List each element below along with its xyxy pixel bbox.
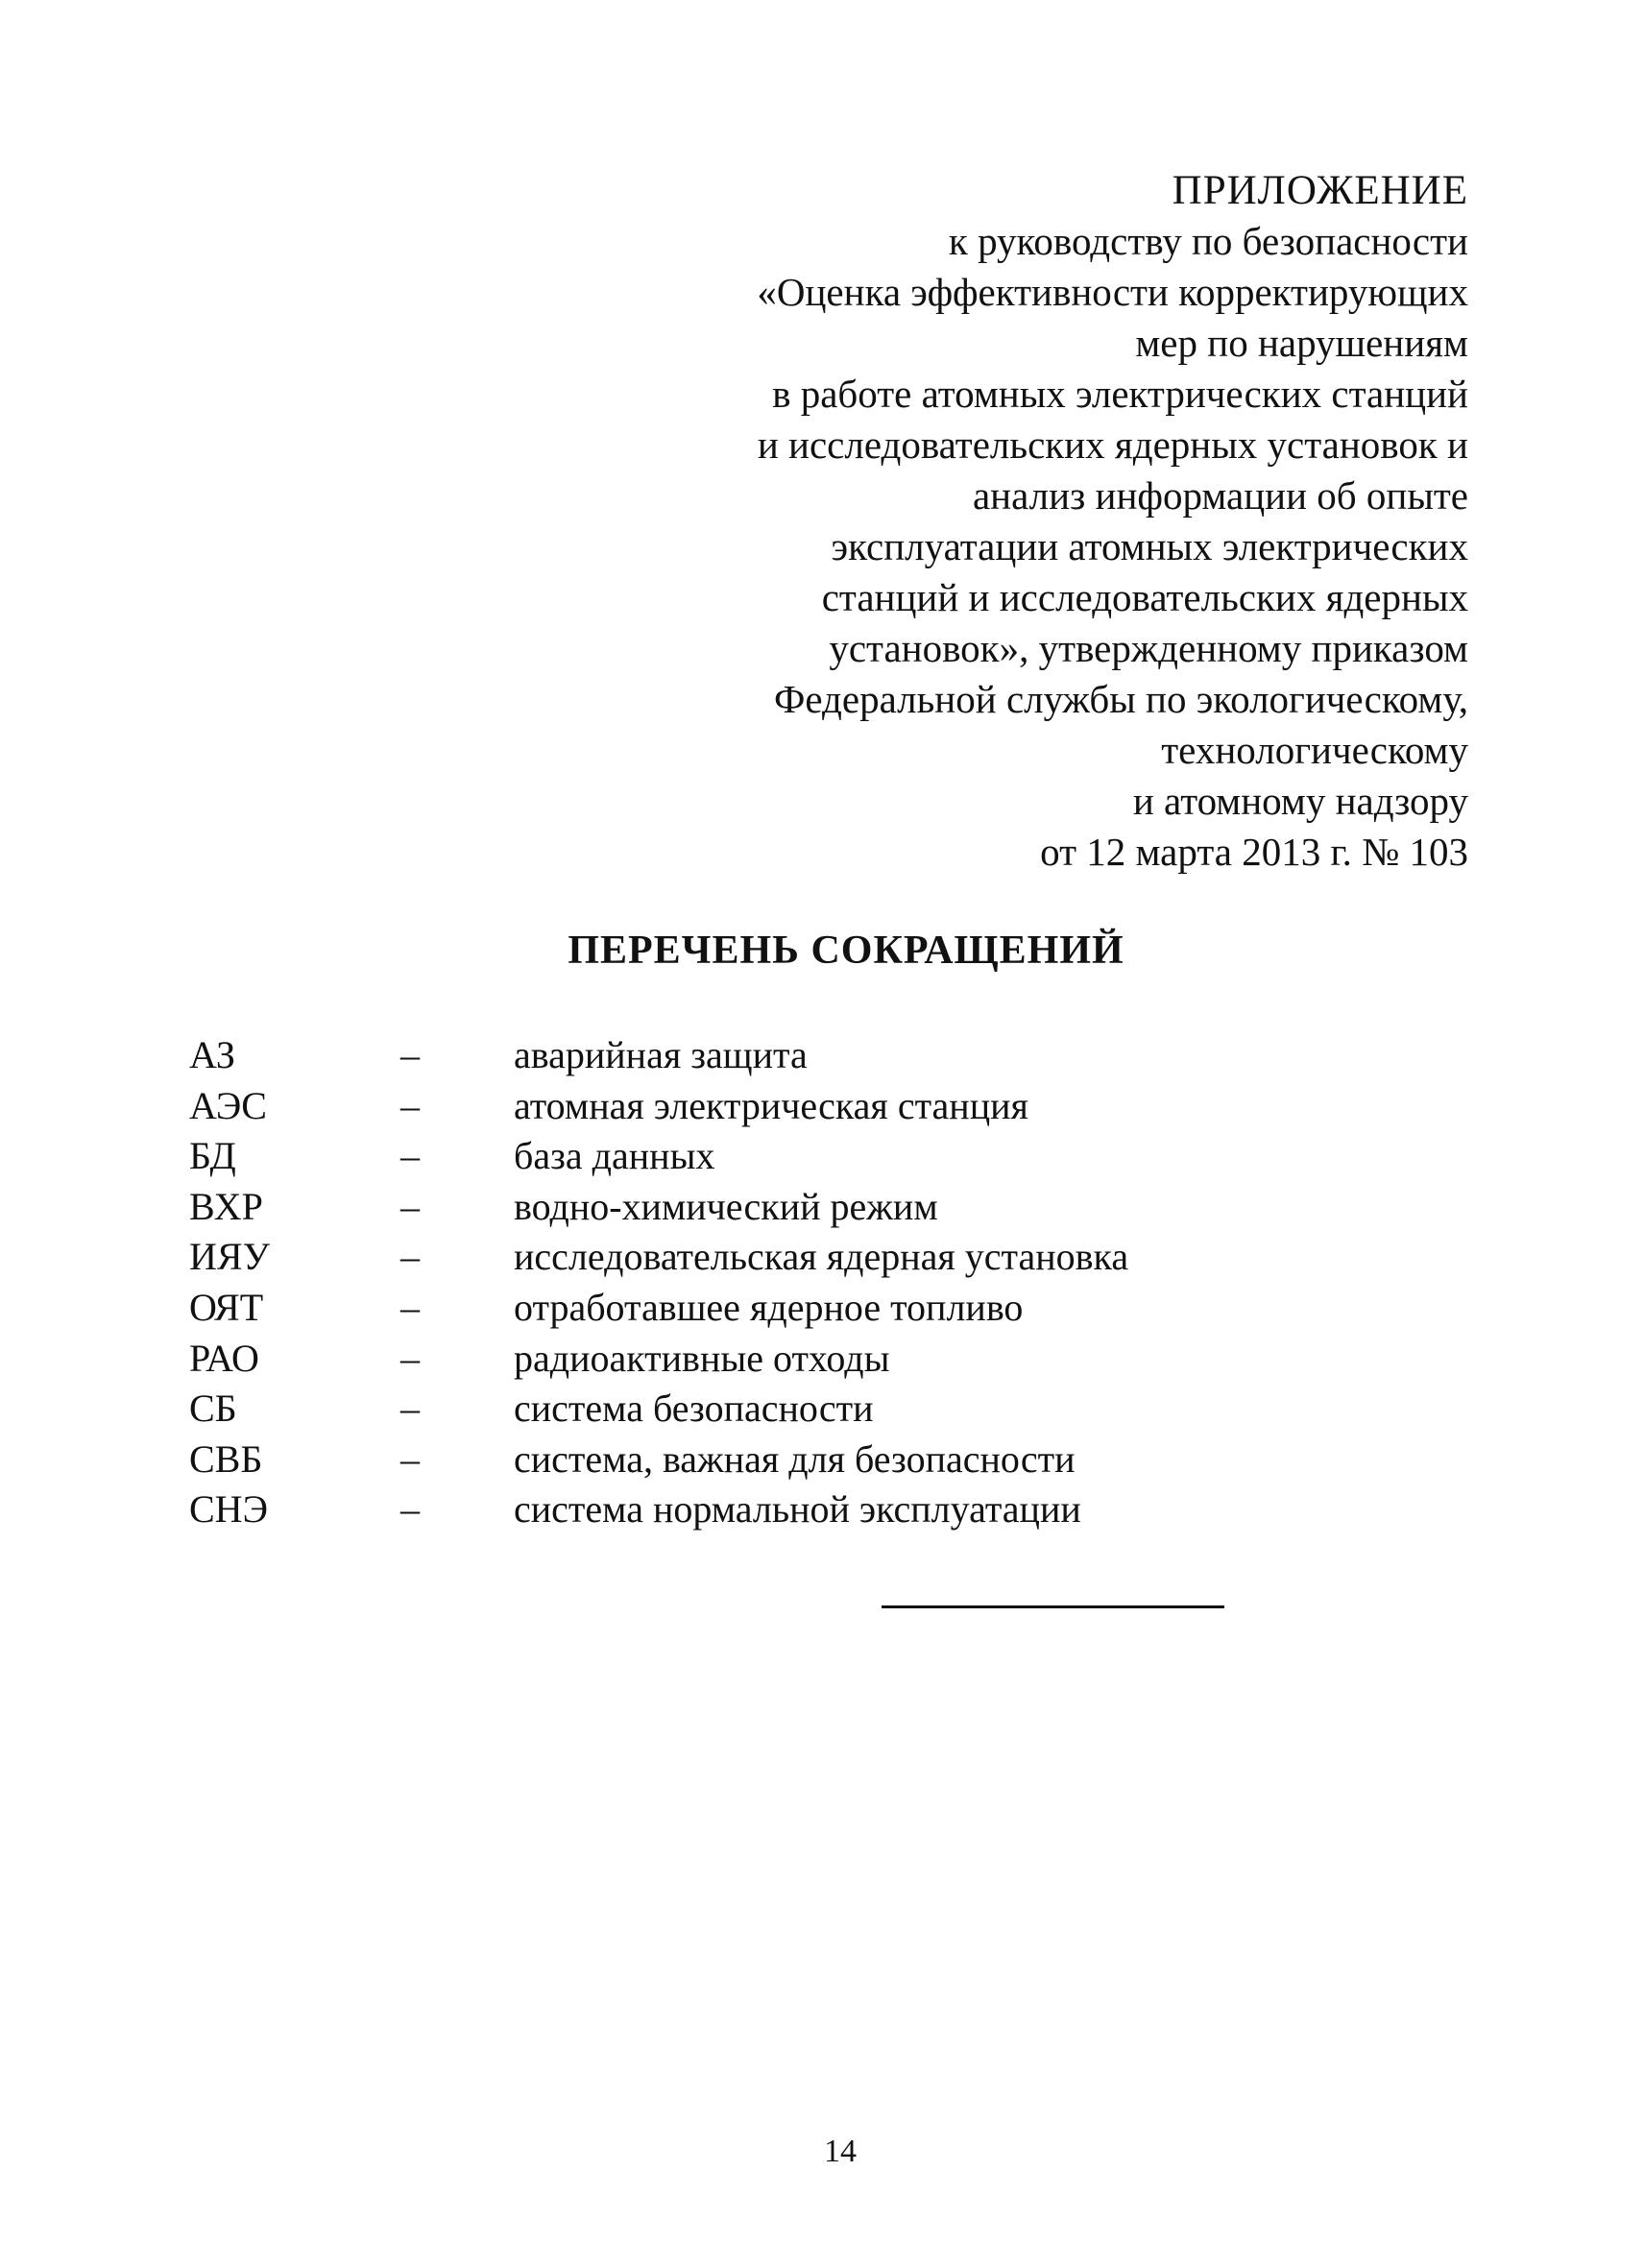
abbreviation-dash: – <box>400 1336 420 1380</box>
abbreviation-definition: исследовательская ядерная установка <box>514 1235 1129 1279</box>
abbreviation-definition: система безопасности <box>514 1387 874 1431</box>
abbreviation-code: СНЭ <box>189 1487 268 1532</box>
abbreviation-code: ВХР <box>189 1184 263 1228</box>
abbreviation-dash: – <box>400 1235 420 1279</box>
end-of-list-rule <box>882 1605 1224 1608</box>
abbreviation-definition: система нормальной эксплуатации <box>514 1487 1081 1532</box>
abbreviation-row <box>189 1486 1342 1537</box>
abbreviation-row <box>189 1336 1342 1387</box>
appendix-header <box>412 165 1468 878</box>
appendix-line: станций и исследовательских ядерных <box>821 575 1468 619</box>
abbreviation-code: СВБ <box>189 1436 263 1481</box>
appendix-line: в работе атомных электрических станций <box>772 372 1468 416</box>
appendix-line: к руководству по безопасности <box>948 219 1468 263</box>
abbreviation-definition: радиоактивные отходы <box>514 1336 890 1380</box>
abbreviation-definition: система, важная для безопасности <box>514 1436 1076 1481</box>
abbreviation-row <box>189 1133 1342 1184</box>
abbreviation-dash: – <box>400 1184 420 1228</box>
abbreviation-row <box>189 1032 1342 1083</box>
abbreviation-dash: – <box>400 1387 420 1431</box>
abbreviation-code: ИЯУ <box>189 1235 270 1279</box>
abbreviation-code: АЭС <box>189 1083 267 1127</box>
abbreviation-code: АЗ <box>189 1033 235 1076</box>
appendix-line: технологическому <box>1161 728 1468 772</box>
appendix-line: анализ информации об опыте <box>972 473 1468 518</box>
abbreviation-dash: – <box>400 1033 420 1076</box>
abbreviation-row <box>189 1285 1342 1336</box>
abbreviation-row <box>189 1436 1342 1487</box>
abbreviation-dash: – <box>400 1436 420 1481</box>
appendix-line: и исследовательских ядерных установок и <box>757 422 1468 467</box>
page-number: 14 <box>824 2134 857 2169</box>
abbreviation-row <box>189 1184 1342 1235</box>
abbreviation-definition: водно-химический режим <box>514 1184 938 1228</box>
abbreviation-row <box>189 1386 1342 1436</box>
abbreviation-dash: – <box>400 1134 420 1178</box>
abbreviation-dash: – <box>400 1083 420 1127</box>
appendix-line: и атомному надзору <box>1132 779 1468 823</box>
abbreviation-row <box>189 1234 1342 1285</box>
abbreviation-code: БД <box>189 1134 236 1178</box>
abbreviation-code: СБ <box>189 1387 237 1431</box>
appendix-line: «Оценка эффективности корректирующих <box>757 270 1468 314</box>
appendix-line: от 12 марта 2013 г. № 103 <box>1040 830 1468 874</box>
abbreviation-definition: атомная электрическая станция <box>514 1083 1028 1127</box>
abbreviation-dash: – <box>400 1285 420 1329</box>
appendix-line: установок», утвержденному приказом <box>829 626 1468 670</box>
abbreviation-list <box>189 1032 1342 1537</box>
appendix-line: эксплуатации атомных электрических <box>831 524 1468 568</box>
abbreviation-code: РАО <box>189 1336 259 1380</box>
abbreviation-definition: отработавшее ядерное топливо <box>514 1285 1024 1329</box>
section-title: ПЕРЕЧЕНЬ СОКРАЩЕНИЙ <box>568 929 1124 973</box>
appendix-line: Федеральной службы по экологическому, <box>773 677 1468 721</box>
appendix-line: мер по нарушениям <box>1135 321 1468 365</box>
abbreviation-dash: – <box>400 1487 420 1532</box>
abbreviation-definition: аварийная защита <box>514 1033 808 1076</box>
appendix-title: ПРИЛОЖЕНИЕ <box>1172 168 1468 213</box>
abbreviation-code: ОЯТ <box>189 1285 264 1329</box>
abbreviation-definition: база данных <box>514 1134 715 1178</box>
abbreviation-row <box>189 1083 1342 1134</box>
